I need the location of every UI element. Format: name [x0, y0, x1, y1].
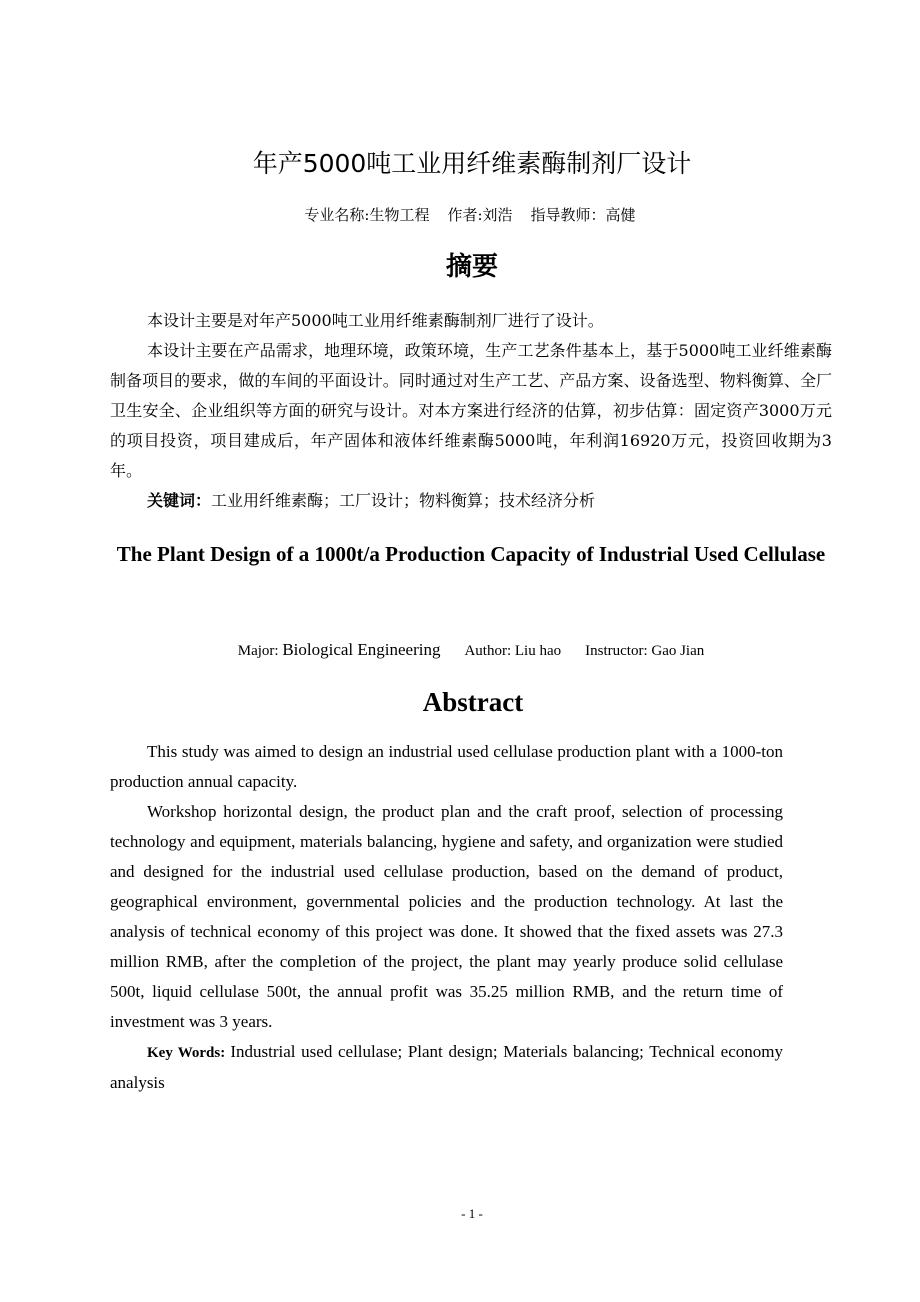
chinese-author-info — [0, 204, 920, 226]
chinese-title: 年产5000吨工业用纤维素酶制剂厂设计 — [252, 149, 692, 178]
english-title: The Plant Design of a 1000t/a Production Capacity of Industrial Used Cellulase — [116, 542, 826, 566]
english-abstract-paragraph-1: This study was aimed to design an industrial used cellulase production plant with a 1000-ton production annual capacity. — [110, 742, 783, 791]
chinese-abstract-paragraph-2: 本设计主要在产品需求，地理环境，政策环境，生产工艺条件基本上，基于5000吨工业纤维素酶制备项目的要求，做的车间的平面设计。同时通过对生产工艺、产品方案、设备选型、物料衡算、全厂卫生安全、企业组织等方面的研究与设计。对本方案进行经济的估算，初步估算：固定资产3000万元的项目投资，项目建成后，年产固体和液体纤维素酶5000吨，年利润16920万元，投资回收期为3年。 — [110, 341, 832, 480]
english-abstract-heading: Abstract — [422, 687, 524, 717]
english-keywords — [110, 1037, 783, 1098]
chinese-abstract-heading: 摘要 — [445, 252, 498, 282]
chinese-abstract-paragraph-1: 本设计主要是对年产5000吨工业用纤维素酶制剂厂进行了设计。 — [147, 311, 604, 330]
chinese-keywords-label: 关键词： — [147, 491, 212, 510]
english-author: Author: Liu hao — [464, 643, 562, 659]
english-abstract-body — [110, 737, 783, 1098]
english-abstract-paragraph-2: Workshop horizontal design, the product plan and the craft proof, selection of processing technology and equipment, materials balancing, hygiene and safety, and organization were studied and designed for the industrial used cellulase production, based on the demand of product, geographical environment, governmental policies and the production technology. At last the analysis of technical economy of this project was done. It showed that the fixed assets was 27.3 million RMB, after the completion of the project, the plant may yearly produce solid cellulase 500t, liquid cellulase 500t, the annual profit was 35.25 million RMB, and the return time of investment was 3 years. — [110, 802, 783, 1031]
chinese-author: 作者:刘浩 — [447, 206, 513, 224]
chinese-abstract-body — [110, 306, 832, 516]
chinese-major: 专业名称:生物工程 — [304, 206, 430, 224]
chinese-keywords — [110, 486, 832, 516]
english-instructor: Instructor: Gao Jian — [585, 643, 705, 659]
english-keywords-label: Key Words: — [147, 1045, 231, 1061]
page-number: - 1 - — [461, 1206, 483, 1221]
chinese-keywords-text: 工业用纤维素酶；工厂设计；物料衡算；技术经济分析 — [211, 491, 596, 510]
chinese-instructor: 指导教师：高健 — [530, 206, 636, 224]
english-author-info — [0, 638, 920, 663]
english-keywords-text: Industrial used cellulase; Plant design; Materials balancing; Technical economy analysis — [110, 1042, 783, 1092]
english-major-value: Biological Engineering — [282, 640, 441, 659]
english-major-label: Major: — [237, 643, 283, 659]
